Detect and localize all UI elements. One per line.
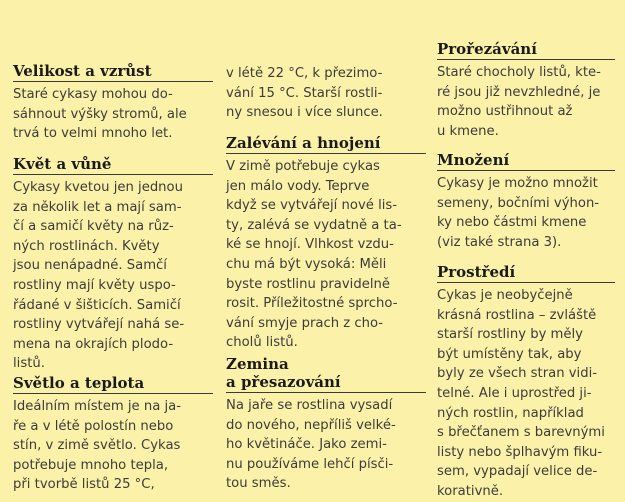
body-line: trvá to velmi mnoho let.	[13, 126, 173, 142]
section-heading: Velikost a vzrůst	[13, 62, 213, 82]
body-line: Cykasy je možno množit	[437, 176, 598, 191]
section-watering-fertilizing	[226, 134, 426, 353]
section-size-growth	[13, 62, 213, 144]
body-line: krásná rostlina – zvláště	[437, 307, 597, 323]
body-line: ho květináče. Jako zemi-	[226, 437, 387, 453]
body-line: ty, zalévá se vydatně a ta-	[226, 217, 402, 233]
body-line: sem, vypadají velice de-	[437, 464, 598, 480]
body-line: (viz také strana 3).	[437, 234, 562, 250]
body-line: když se vytvářejí nové lis-	[226, 198, 398, 214]
body-line: mena na okrajích plodo-	[13, 336, 174, 352]
section-flower-scent	[13, 155, 213, 374]
body-line: chu má být vysoká: Měli	[226, 256, 387, 272]
body-line: v létě 22 °C, k přezimo-	[226, 66, 383, 81]
body-line: V zimě potřebuje cykas	[226, 159, 380, 174]
section-soil-repotting	[226, 355, 426, 494]
body-line: listů.	[13, 356, 45, 372]
body-line: byly ze všech stran vidi-	[437, 366, 598, 382]
body-line: řádané v šišticích. Samičí	[13, 297, 181, 313]
body-line: Cykas je neobyčejně	[437, 288, 573, 303]
body-line: korativně.	[437, 483, 504, 499]
body-line: Staré chocholy listů, kte-	[437, 65, 601, 80]
section-heading: Zalévání a hnojení	[226, 134, 426, 154]
section-light-temperature	[13, 374, 213, 495]
body-line: cholů listů.	[226, 335, 298, 351]
body-line: tou směs.	[226, 476, 291, 492]
body-line: s břečťanem s barevnými	[437, 425, 605, 441]
section-heading-line-1: Zemina	[226, 355, 289, 373]
body-line: do nového, nepříliš velké-	[226, 417, 396, 433]
body-line: při tvorbě listů 25 °C,	[13, 477, 155, 493]
body-line: ných rostlin, například	[437, 405, 584, 421]
body-line: vání smyje prach z cho-	[226, 315, 384, 331]
section-heading-line-2: a přesazování	[226, 373, 426, 393]
section-heading: Prostředí	[437, 263, 615, 283]
body-line: rostliny mají květy uspo-	[13, 277, 176, 293]
body-line: starší rostliny by měly	[437, 327, 583, 343]
body-line: Cykasy kvetou jen jednou	[13, 180, 183, 195]
body-line: možno ustřihnout až	[437, 104, 573, 120]
section-environment	[437, 263, 615, 502]
body-line: vání 15 °C. Starší rostli-	[226, 85, 383, 101]
body-line: Ideálním místem je na ja-	[13, 399, 181, 414]
section-continued	[226, 64, 426, 123]
body-line: jsou nenápadné. Samčí	[13, 258, 167, 274]
body-line: za několik let a mají sam-	[13, 199, 182, 215]
body-line: jen málo vody. Teprve	[226, 178, 370, 194]
body-line: listy nebo šplhavým fiku-	[437, 444, 603, 460]
body-line: čí a samičí květy na růz-	[13, 219, 174, 235]
body-line: nu používáme lehčí písči-	[226, 456, 394, 472]
body-line: rostliny vytvářejí nahá se-	[13, 317, 185, 333]
body-line: ny snesou i více slunce.	[226, 105, 383, 121]
body-line: Na jaře se rostlina vysadí	[226, 398, 393, 413]
body-line: být umístěny tak, aby	[437, 346, 582, 362]
body-line: potřebuje mnoho tepla,	[13, 457, 169, 473]
body-line: semeny, bočními výhon-	[437, 195, 600, 211]
section-heading: Květ a vůně	[13, 155, 213, 175]
body-line: Staré cykasy mohou do-	[13, 87, 173, 102]
body-line: ře a v létě polostín nebo	[13, 418, 174, 434]
section-propagation	[437, 151, 615, 252]
body-line: ké se hnojí. Vlhkost vzdu-	[226, 237, 394, 253]
section-pruning	[437, 40, 615, 141]
section-heading: Světlo a teplota	[13, 374, 213, 394]
body-line: rosit. Příležitostné sprcho-	[226, 296, 398, 312]
body-line: u kmene.	[437, 123, 499, 139]
body-line: stín, v zimě světlo. Cykas	[13, 438, 181, 454]
body-line: telné. Ale i uprostřed ji-	[437, 385, 592, 401]
body-line: ných rostlinách. Květy	[13, 238, 160, 254]
body-line: byste rostlinu pravidelně	[226, 276, 390, 292]
body-line: ré jsou již nevzhledné, je	[437, 84, 601, 100]
section-heading: Množení	[437, 151, 615, 171]
body-line: ky nebo částmi kmene	[437, 215, 587, 231]
section-heading: Prořezávání	[437, 40, 615, 60]
body-line: sáhnout výšky stromů, ale	[13, 106, 187, 122]
